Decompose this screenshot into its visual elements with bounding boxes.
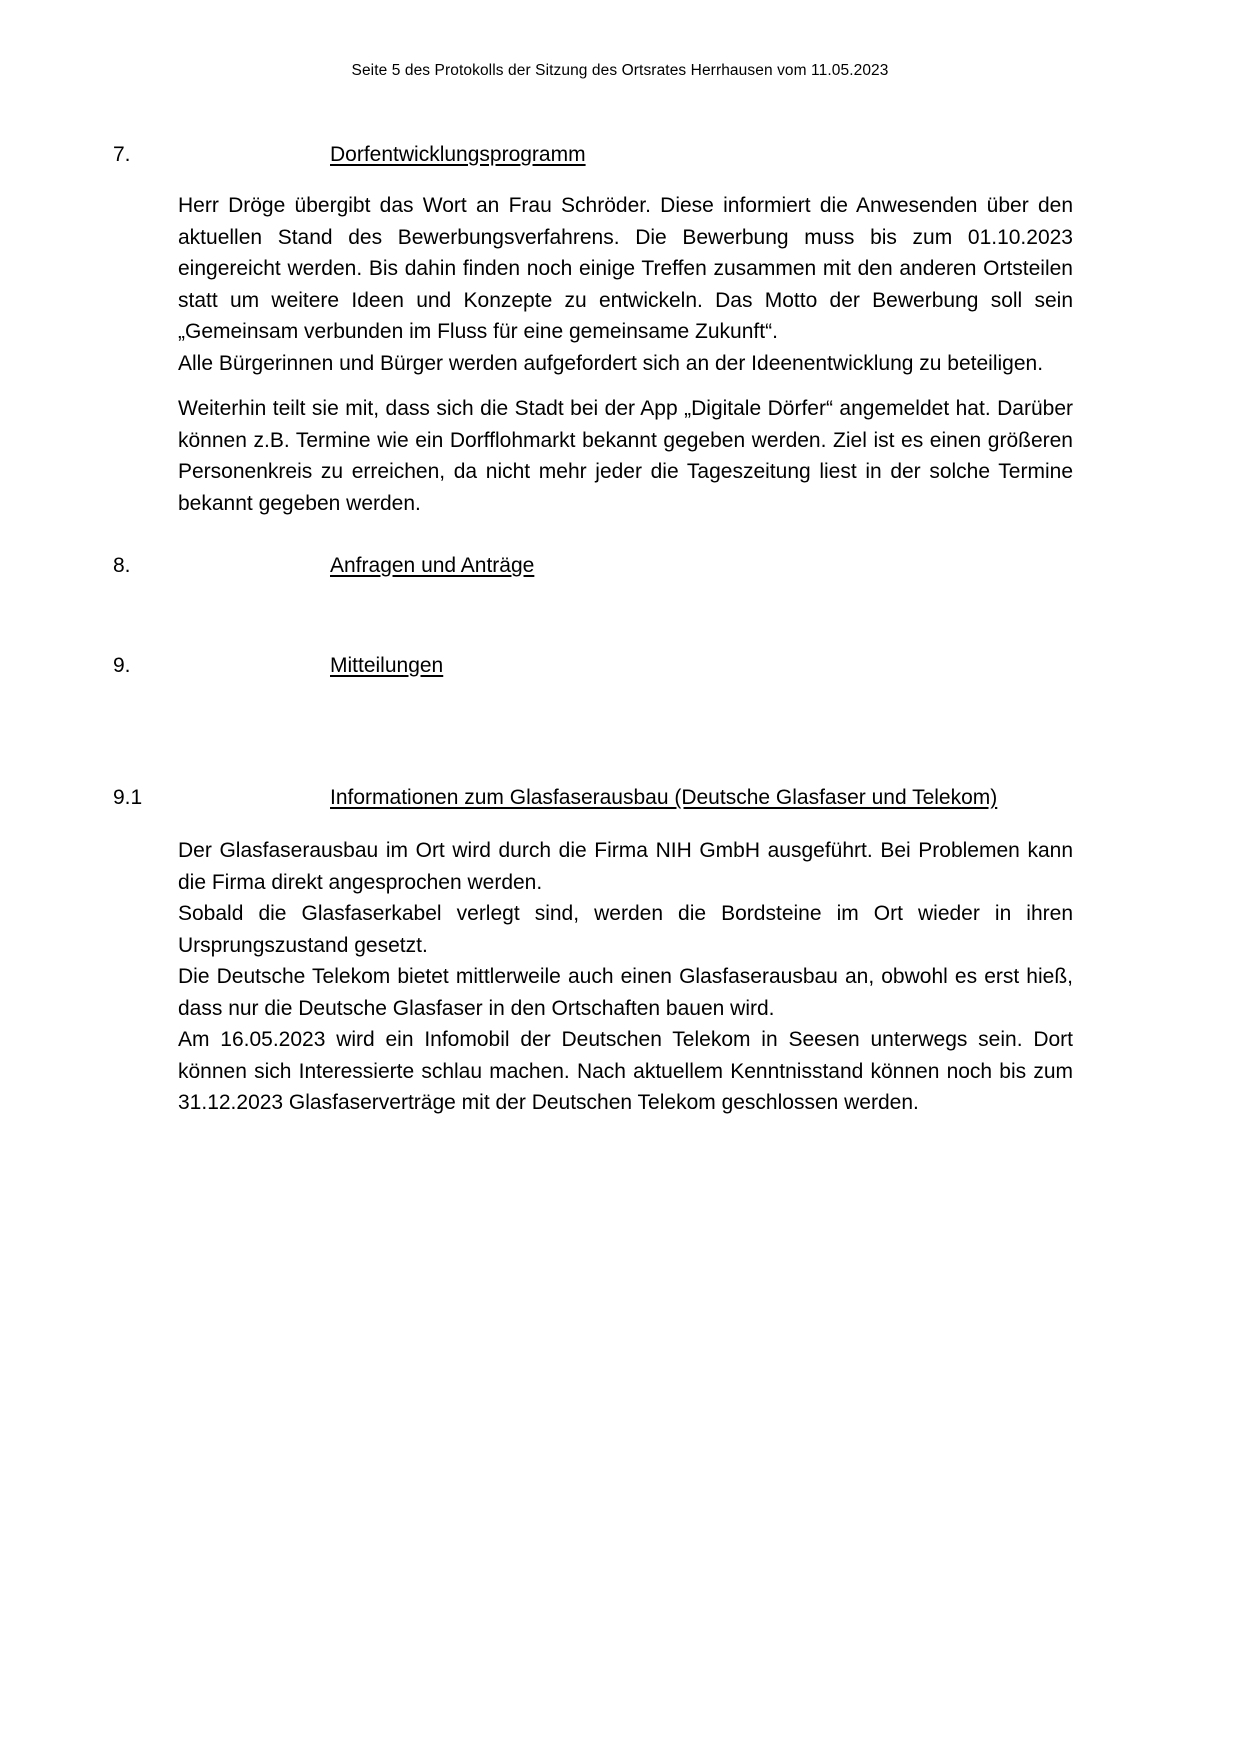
page-header: Seite 5 des Protokolls der Sitzung des Ortsrates Herrhausen vom 11.05.2023 — [351, 62, 889, 79]
paragraph: Herr Dröge übergibt das Wort an Frau Schröder. Diese informiert die Anwesenden über den aktuellen Stand des Bewerbungsverfahrens. Die Bewerbung muss bis zum 01.10.2023 eingereicht werden. Bis dahin finden noch einige Treffen zusammen mit den anderen Ortsteilen statt um weitere Ideen und Konzepte zu entwickeln. Das Motto der Bewerbung soll sein „Gemeinsam verbunden im Fluss für eine gemeinsame Zukunft“. — [178, 194, 1073, 343]
section-8 — [113, 551, 1093, 581]
section-8-title: Anfragen und Anträge — [330, 554, 535, 577]
section-9-title: Mitteilungen — [330, 654, 444, 677]
paragraph: Der Glasfaserausbau im Ort wird durch die Firma NIH GmbH ausgeführt. Bei Problemen kann die Firma direkt angesprochen werden. — [178, 839, 1073, 894]
section-9-1-number: 9.1 — [113, 786, 143, 809]
paragraph: Am 16.05.2023 wird ein Infomobil der Deutschen Telekom in Seesen unterwegs sein. Dort können sich Interessierte schlau machen. Nach aktuellem Kenntnisstand können noch bis zum 31.12.2023 Glasfaserverträge mit der Deutschen Telekom geschlossen werden. — [178, 1028, 1073, 1114]
paragraph: Sobald die Glasfaserkabel verlegt sind, werden die Bordsteine im Ort wieder in ihren Ursprungszustand gesetzt. — [178, 902, 1073, 957]
section-7-text — [178, 190, 1073, 519]
section-9-1 — [113, 783, 1093, 1119]
section-9-heading — [113, 651, 1093, 681]
paragraph: Weiterhin teilt sie mit, dass sich die Stadt bei der App „Digitale Dörfer“ angemeldet hat. Darüber können z.B. Termine wie ein Dorfflohmarkt bekannt gegeben werden. Ziel ist es einen größeren Personenkreis zu erreichen, da nicht mehr jeder die Tageszeitung liest in der solche Termine bekannt gegeben werden. — [178, 397, 1073, 515]
paragraph: Alle Bürgerinnen und Bürger werden aufgefordert sich an der Ideenentwicklung zu beteiligen. — [178, 351, 1044, 375]
section-9-1-title: Informationen zum Glasfaserausbau (Deutsche Glasfaser und Telekom) — [330, 786, 998, 809]
section-7-heading — [113, 140, 1093, 170]
paragraph: Die Deutsche Telekom bietet mittlerweile auch einen Glasfaserausbau an, obwohl es erst hieß, dass nur die Deutsche Glasfaser in den Ortschaften bauen wird. — [178, 965, 1073, 1020]
section-7-title: Dorfentwicklungsprogramm — [330, 143, 586, 166]
section-8-heading — [113, 551, 1093, 581]
section-9-1-heading — [113, 783, 1093, 813]
document-body — [113, 140, 1093, 1119]
section-7 — [113, 140, 1093, 519]
section-9 — [113, 651, 1093, 681]
section-9-number: 9. — [113, 654, 131, 677]
section-9-1-text — [178, 835, 1073, 1119]
section-8-number: 8. — [113, 554, 131, 577]
section-7-number: 7. — [113, 143, 131, 166]
